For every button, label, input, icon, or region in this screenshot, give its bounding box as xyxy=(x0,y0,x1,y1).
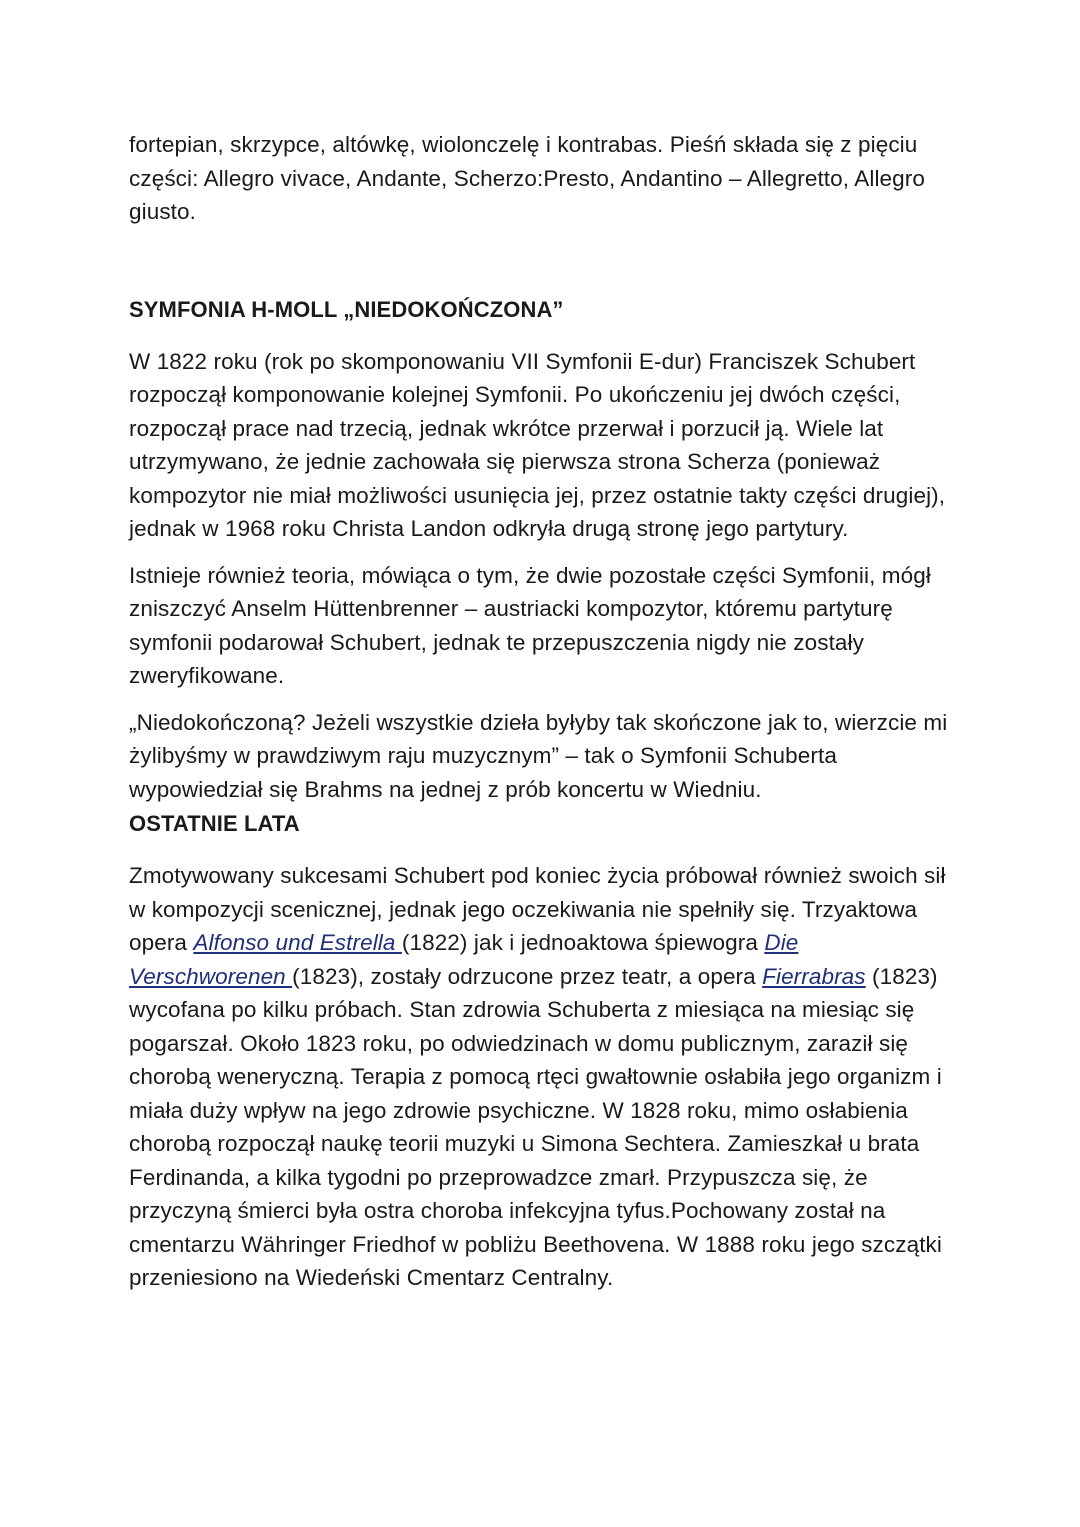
singspiel-verschworenen-link[interactable]: Die Verschworenen xyxy=(129,930,799,989)
document-page xyxy=(129,128,959,1295)
last-years-paragraph xyxy=(129,859,959,1295)
last-years-text-4: (1823) wycofana po kilku próbach. Stan zdrowia Schuberta z miesiąca na miesiąc się pogarszał. Około 1823 roku, po odwiedzinach w domu publicznym, zaraził się chorobą weneryczną. Terapia z pomocą rtęci gwałtownie osłabiła jego organizm i miała duży wpływ na jego zdrowie psychiczne. W 1828 roku, mimo osłabienia chorobą rozpoczął naukę teorii muzyki u Simona Sechtera. Zamieszkał u brata Ferdinanda, a kilka tygodni po przeprowadzce zmarł. Przypuszcza się, że przyczyną śmierci była ostra choroba infekcyjna tyfus.Pochowany został na cmentarzu Währinger Friedhof w pobliżu Beethovena. W 1888 roku jego szczątki przeniesiono na Wiedeński Cmentarz Centralny. xyxy=(129,963,942,1290)
opera-fierrabras-link[interactable]: Fierrabras xyxy=(762,963,866,989)
symphony-heading: SYMFONIA H-MOLL „NIEDOKOŃCZONA” xyxy=(129,296,564,322)
last-years-text-1: Zmotywowany sukcesami Schubert pod koniec życia próbował również swoich sił w kompozycji scenicznej, jednak jego oczekiwania nie spełniły się. Trzyaktowa opera xyxy=(129,863,946,955)
last-years-heading: OSTATNIE LATA xyxy=(129,811,300,836)
brahms-quote-paragraph: „Niedokończoną? Jeżeli wszystkie dzieła byłyby tak skończone jak to, wierzcie mi żylibyśmy w prawdziwym raju muzycznym” – tak o Symfonii Schuberta wypowiedział się Brahms na jednej z prób koncertu w Wiedniu. xyxy=(129,709,948,802)
last-years-text-2: (1822) jak i jednoaktowa śpiewogra xyxy=(401,930,765,955)
symphony-paragraph-1: W 1822 roku (rok po skomponowaniu VII Symfonii E-dur) Franciszek Schubert rozpoczął komponowanie kolejnej Symfonii. Po ukończeniu jej dwóch części, rozpoczął prace nad trzecią, jednak wkrótce przerwał i porzucił ją. Wiele lat utrzymywano, że jednie zachowała się pierwsza strona Scherza (ponieważ kompozytor nie miał możliwości usunięcia jej, przez ostatnie takty części drugiej), jednak w 1968 roku Christa Landon odkryła drugą stronę jego partytury. xyxy=(129,348,946,541)
symphony-paragraph-2: Istnieje również teoria, mówiąca o tym, że dwie pozostałe części Symfonii, mógł zniszczyć Anselm Hüttenbrenner – austriacki kompozytor, któremu partyturę symfonii podarował Schubert, jednak te przepuszczenia nigdy nie zostały zweryfikowane. xyxy=(129,562,931,688)
last-years-text-3: (1823), zostały odrzucone przez teatr, a opera xyxy=(292,963,763,989)
intro-paragraph: fortepian, skrzypce, altówkę, wiolonczelę i kontrabas. Pieśń składa się z pięciu części: Allegro vivace, Andante, Scherzo:Presto, Andantino – Allegretto, Allegro giusto. xyxy=(129,132,925,224)
opera-alfonso-link[interactable]: Alfonso und Estrella xyxy=(193,930,402,955)
